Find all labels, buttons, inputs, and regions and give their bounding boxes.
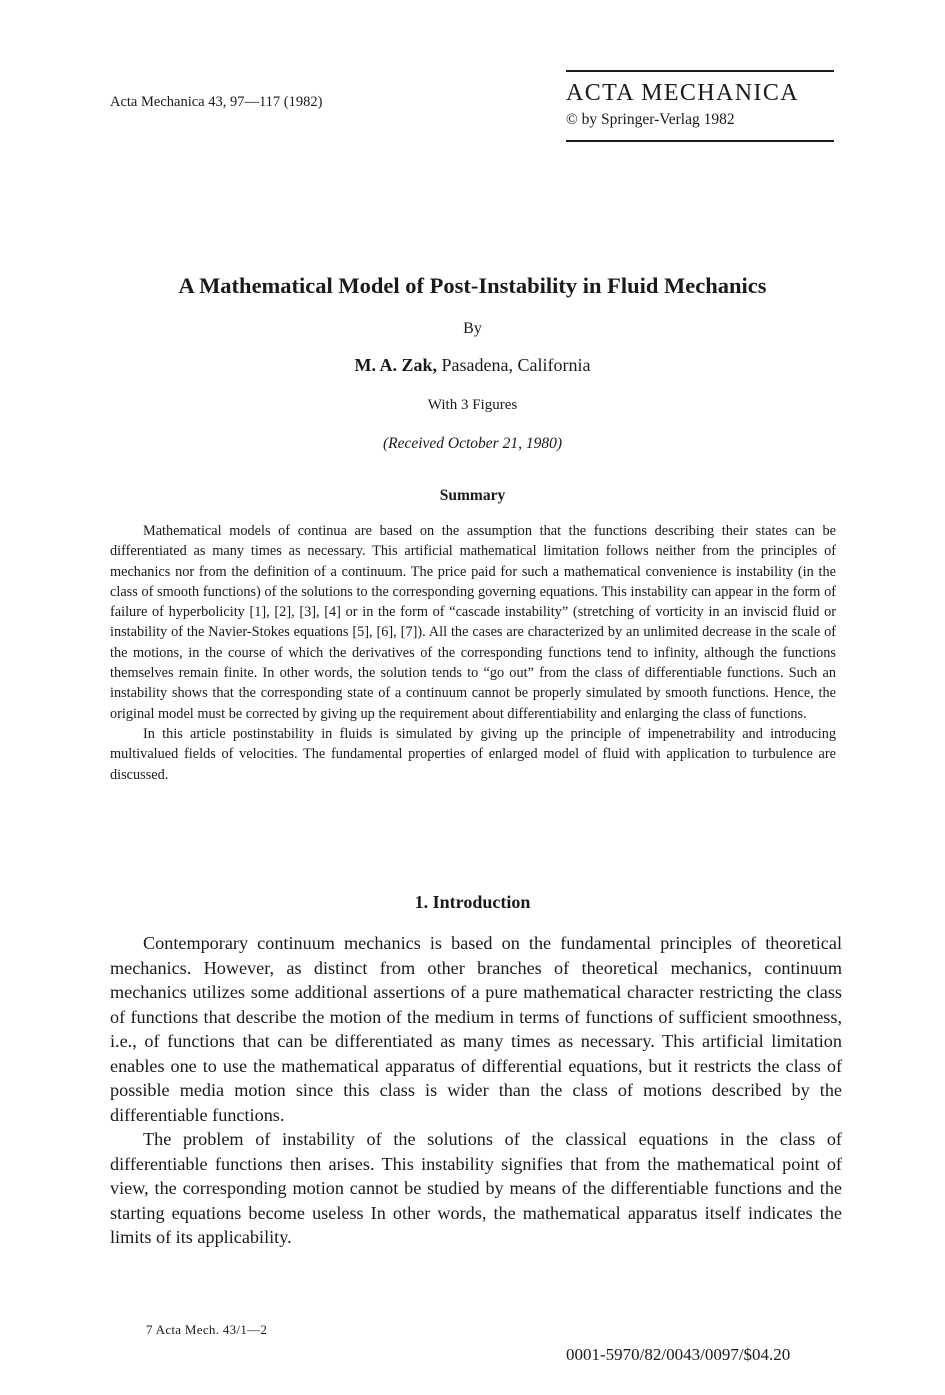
introduction-heading: 1. Introduction [414,892,531,912]
byline: By [463,320,482,337]
journal-masthead [566,70,834,142]
journal-citation: Acta Mechanica 43, 97—117 (1982) [110,94,323,110]
received-date: (Received October 21, 1980) [382,435,563,452]
summary-paragraph-2: In this article postinstability in fluids is simulated by giving up the principle of impenetrability and introducing multivalued fields of velocities. The fundamental properties of enlarged model of fluid with application to turbulence are discussed. [110,725,836,783]
author-location: Pasadena, California [437,355,591,375]
masthead-bottom-rule [566,140,834,142]
masthead-top-rule [566,70,834,72]
article-code: 0001-5970/82/0043/0097/$04.20 [566,1345,791,1364]
summary-heading: Summary [439,487,506,504]
summary-body [110,521,836,785]
author-line [0,355,945,376]
author-name: M. A. Zak, [354,355,438,375]
introduction-paragraph-1: Contemporary continuum mechanics is based on the fundamental principles of theoretical mechanics. However, as distinct from other branches of theoretical mechanics, continuum mechanics utilizes some additional assertions of a pure mathematical character restricting the class of functions that describe the motion of the medium in terms of functions of sufficient smoothness, i.e., of functions that can be differentiated as many times as necessary. This artificial limitation enables one to use the mathematical apparatus of differential equations, but it restricts the class of possible media motion since this class is wider than the class of motions described by the differentiable functions. [110,933,842,1125]
introduction-body [110,931,842,1250]
summary-paragraph-1: Mathematical models of continua are based on the assumption that the functions describing their states can be differentiated as many times as necessary. This artificial mathematical limitation follows neither from the principles of mechanics nor from the definition of a continuum. The price paid for such a mathematical convenience is instability (in the class of smooth functions) of the solutions to the corresponding governing equations. This instability can appear in the form of failure of hyperbolicity [1], [2], [3], [4] or in the form of “cascade instability” (stretching of vorticity in an inviscid fluid or instability of the Navier-Stokes equations [5], [6], [7]). All the cases are characterized by an unlimited decrease in the scale of the motions, in the course of which the derivatives of the corresponding functions tend to infinity, although the functions themselves remain finite. In other words, the solution tends to “go out” from the class of differentiable functions. Such an instability shows that the corresponding state of a continuum cannot be properly simulated by smooth functions. Hence, the original model must be corrected by giving up the requirement about differentiability and enlarging the class of functions. [110,523,836,722]
figures-note: With 3 Figures [427,397,518,413]
page-footnote: 7 Acta Mech. 43/1—2 [146,1322,268,1337]
journal-copyright: © by Springer-Verlag 1982 [566,111,735,128]
introduction-paragraph-2: The problem of instability of the solutions of the classical equations in the class of differentiable functions then arises. This instability signifies that from the mathematical point of view, the corresponding motion cannot be studied by means of the differentiable functions and the starting equations become useless In other words, the mathematical apparatus itself indicates the limits of its applicability. [110,1129,842,1247]
journal-name: ACTA MECHANICA [566,80,800,106]
paper-title: A Mathematical Model of Post-Instability in Fluid Mechanics [178,273,767,298]
